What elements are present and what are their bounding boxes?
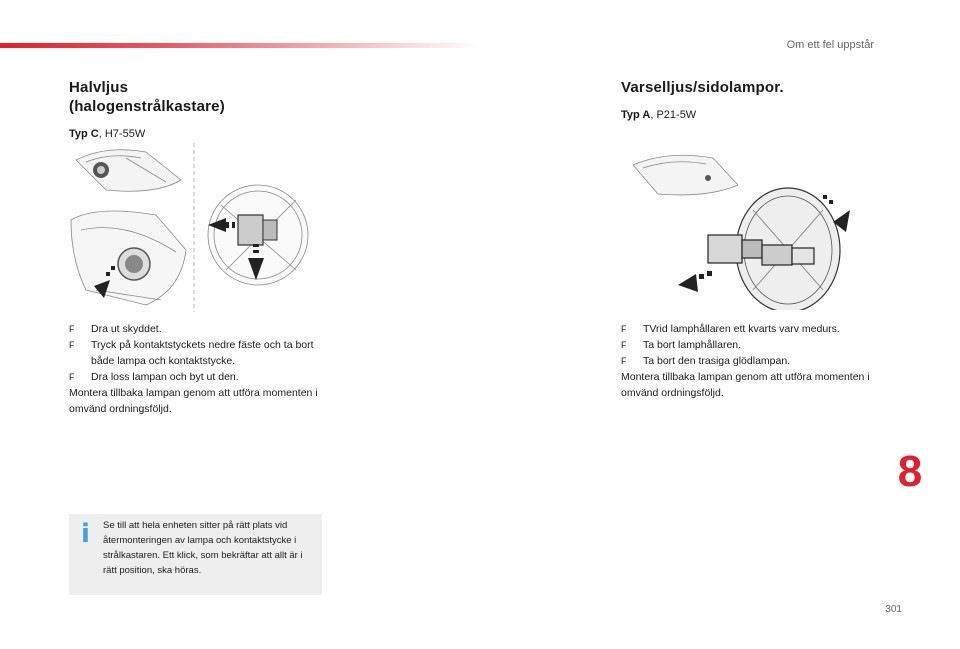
step-bullet: F [69, 324, 75, 334]
low-beam-steps [69, 321, 334, 417]
step-item [621, 337, 886, 353]
step-bullet: F [621, 340, 627, 350]
step-bullet: F [621, 356, 627, 366]
step-text: Dra ut skyddet. [91, 323, 162, 335]
closing-text: Montera tillbaka lampan genom att utföra momenten i omvänd ordningsföljd. [621, 371, 870, 399]
closing-text: Montera tillbaka lampan genom att utföra momenten i omvänd ordningsföljd. [69, 387, 318, 415]
step-item [69, 369, 334, 385]
heading-line-1: Halvljus [69, 79, 129, 96]
chapter-number: 8 [897, 447, 923, 496]
bulb-type-value: , H7-55W [98, 128, 146, 140]
bulb-type-line [621, 109, 886, 121]
chapter-title: Om ett fel uppstår [786, 39, 874, 51]
step-item [621, 321, 886, 337]
step-text: Ta bort den trasiga glödlampan. [643, 355, 791, 367]
section-heading-low-beam [69, 78, 334, 116]
step-text: Dra loss lampan och byt ut den. [91, 371, 239, 383]
page-number: 301 [885, 604, 902, 615]
step-text: TVrid lamphållaren ett kvarts varv medurs. [643, 323, 840, 335]
step-item [69, 337, 334, 369]
info-note-box [69, 514, 322, 595]
step-item [621, 353, 886, 369]
bulb-type-label: Typ C [69, 128, 99, 140]
header-accent-bar [0, 43, 480, 48]
bulb-type-value: , P21-5W [650, 109, 697, 121]
info-icon: i [81, 519, 90, 549]
bulb-type-label: Typ A [621, 109, 651, 121]
step-bullet: F [69, 372, 75, 382]
step-bullet: F [69, 340, 75, 350]
step-bullet: F [621, 324, 627, 334]
info-note-text: Se till att hela enheten sitter på rätt plats vid återmonteringen av lampa och kontaktstycke i strålkastaren. Ett klick, som bekräftar att allt är i rätt position, ska höras. [103, 520, 303, 576]
step-item [69, 321, 334, 337]
heading-line-2: (halogenstrålkastare) [69, 98, 225, 115]
section-low-beam [69, 78, 334, 140]
section-daytime-lights [621, 78, 886, 121]
bulb-type-line [69, 128, 334, 140]
step-text: Tryck på kontaktstyckets nedre fäste och ta bort både lampa och kontaktstycke. [91, 339, 314, 367]
low-beam-illustration [66, 140, 316, 315]
daytime-light-steps [621, 321, 886, 401]
daytime-light-illustration [628, 150, 868, 310]
step-text: Ta bort lamphållaren. [643, 339, 742, 351]
section-heading-daytime-lights: Varselljus/sidolampor. [621, 79, 784, 96]
